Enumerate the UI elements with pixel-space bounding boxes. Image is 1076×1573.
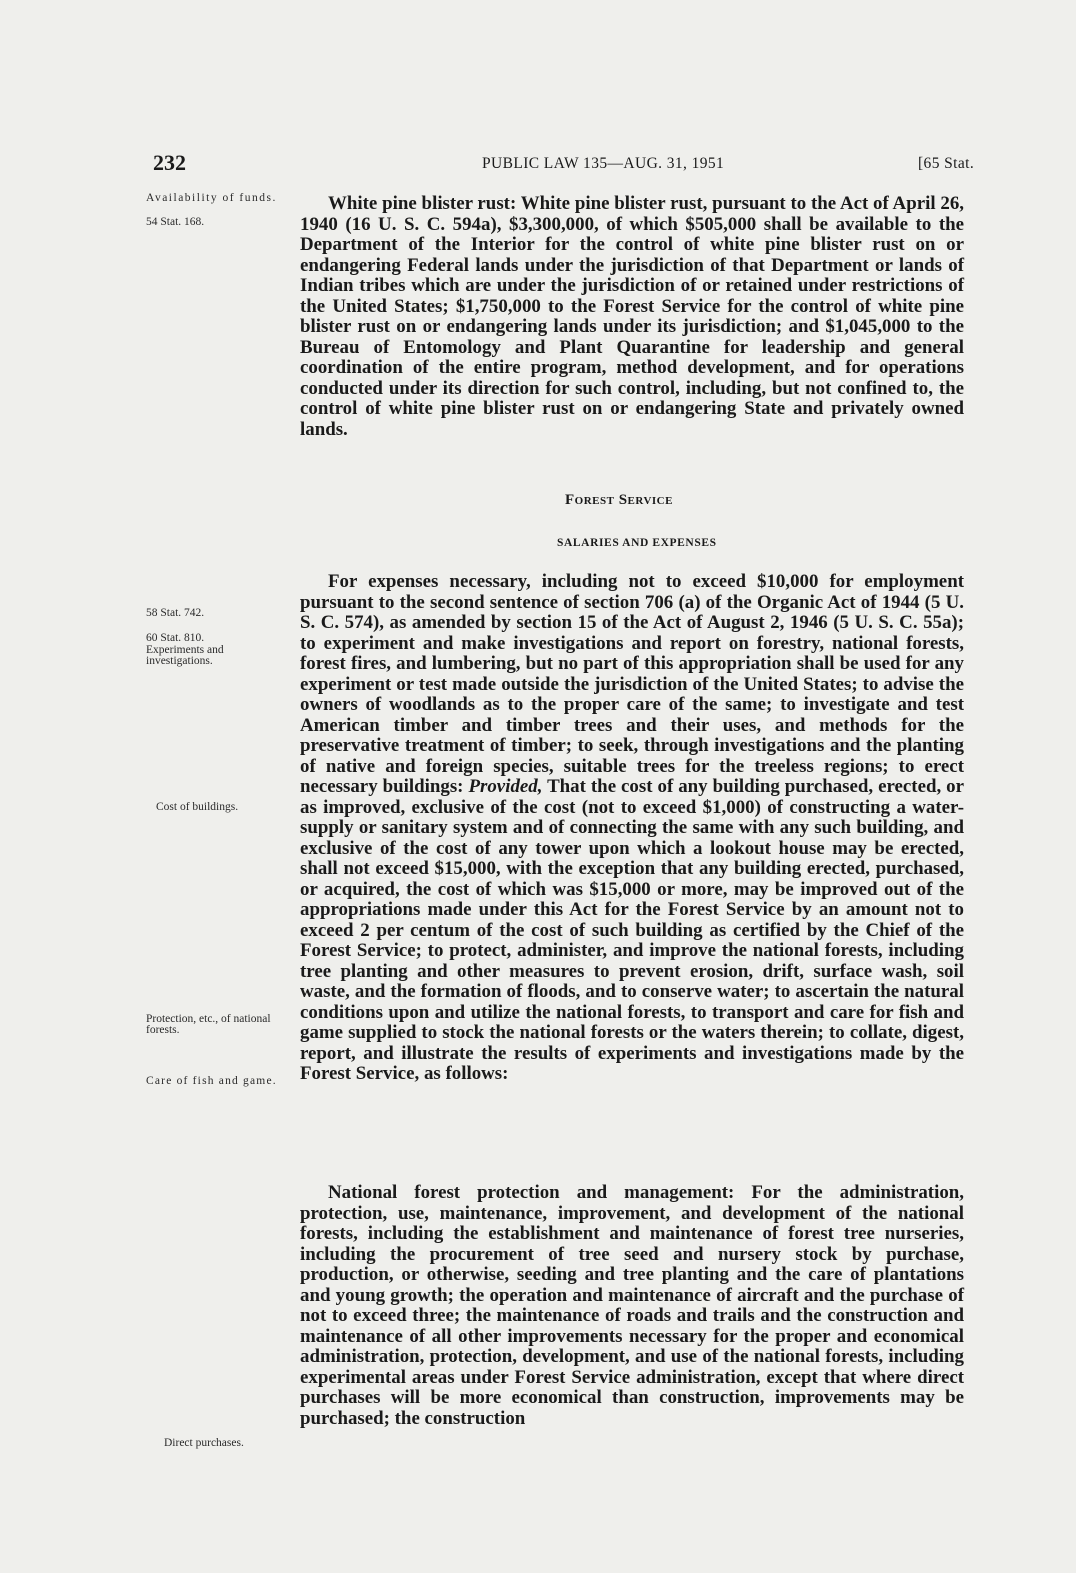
margin-note-buildings: Cost of buildings. — [156, 801, 239, 813]
paragraph-salaries-expenses — [300, 572, 964, 1085]
paragraph-text — [300, 572, 964, 1085]
paragraph-text-a: For expenses necessary, including not to exceed $10,000 for employment pursuant to the second sentence of section 706 (a) of the Organic Act of 1944 (5 U. S. C. 574), as amended by section 15 of the Act of August 2, 1946 (5 U. S. C. 55a); to experiment and make investigations and report on forestry, national forests, forest fires, and lumbering, but no part of this appropriation shall be used for any experiment or test made outside the jurisdiction of the United States; to advise the owners of woodlands as to the proper care of the same; to investigate and test American timber and timber trees and their uses, and methods for the preservative treatment of timber; to seek, through investigations and the planting of native and foreign species, suitable trees for the treeless regions; to erect necessary buildings: — [300, 571, 964, 797]
paragraph-text-b: That the cost of any building purchased, erected, or as improved, exclusive of the cost (not to exceed $1,000) of constructing a water-supply or sanitary system and of connecting the same with any such building, and exclusive of the cost of any tower upon which a lookout house may be erected, shall not exceed $15,000, with the exception that any building erected, purchased, or acquired, the cost of which was $15,000 or more, may be improved out of the appropriations made under this Act for the Forest Service by an amount not to exceed 2 per centum of the cost of such building as certified by the Chief of the Forest Service; to protect, administer, and improve the national forests, including tree planting and other measures to prevent erosion, drift, surface wash, soil waste, and the formation of floods, and to conserve water; to ascertain the natural conditions upon and utilize the national forests, to transport and care for fish and game supplied to stock the national forests or the waters therein; to collate, digest, report, and illustrate the results of experiments and investigations made by the Forest Service, as follows: — [300, 776, 965, 1084]
margin-note-experiments: Experiments and investigations. — [146, 644, 224, 667]
margin-note-availability: Availability of funds. — [146, 192, 277, 204]
margin-note-stat-810: 60 Stat. 810. — [146, 632, 205, 644]
proviso-word: Provided, — [468, 776, 543, 797]
paragraph-text: National forest protection and management: For the administration, protection, use, maintenance, improvement, and development of the national forests, including the establishment and maintenance of forest tree nurseries, including the procurement of tree seed and nursery stock by purchase, production, or otherwise, seeding and tree planting and the care of plantations and young growth; the operation and maintenance of aircraft and the purchase of not to exceed three; the maintenance of roads and trails and the construction and maintenance of all other improvements necessary for the proper and economical administration, protection, development, and use of the national forests, including experimental areas under Forest Service administration, except that where direct purchases will be more economical than construction, improvements may be purchased; the construction — [300, 1182, 964, 1429]
paragraph-text: White pine blister rust: White pine blister rust, pursuant to the Act of April 26, 1940 (16 U. S. C. 594a), $3,300,000, of which $505,000 shall be available to the Department of the Interior for the control of white pine blister rust on or endangering Federal lands under the jurisdiction of that Department or lands of Indian tribes which are under the jurisdiction of or retained under restrictions of the United States; $1,750,000 to the Forest Service for the control of white pine blister rust on or endangering lands under its jurisdiction; and $1,045,000 to the Bureau of Entomology and Plant Quarantine for leadership and general coordination of the entire program, method development, and for operations conducted under its direction for such control, including, but not confined to, the control of white pine blister rust on or endangering State and privately owned lands. — [300, 193, 964, 440]
paragraph-blister-rust — [300, 194, 964, 440]
page-number: 232 — [153, 150, 186, 175]
margin-note-direct-purchases: Direct purchases. — [164, 1437, 244, 1449]
margin-note-stat-742: 58 Stat. 742. — [146, 607, 205, 619]
statute-reference: [65 Stat. — [918, 155, 975, 172]
margin-note-stat-168: 54 Stat. 168. — [146, 216, 205, 228]
margin-note-fish-game: Care of fish and game. — [146, 1075, 277, 1087]
running-title: PUBLIC LAW 135—AUG. 31, 1951 — [482, 155, 725, 172]
paragraph-protection-management — [300, 1183, 964, 1429]
margin-note-protection: Protection, etc., of national forests. — [146, 1013, 271, 1036]
subsection-heading: SALARIES AND EXPENSES — [557, 537, 717, 549]
section-heading: Forest Service — [565, 492, 673, 508]
